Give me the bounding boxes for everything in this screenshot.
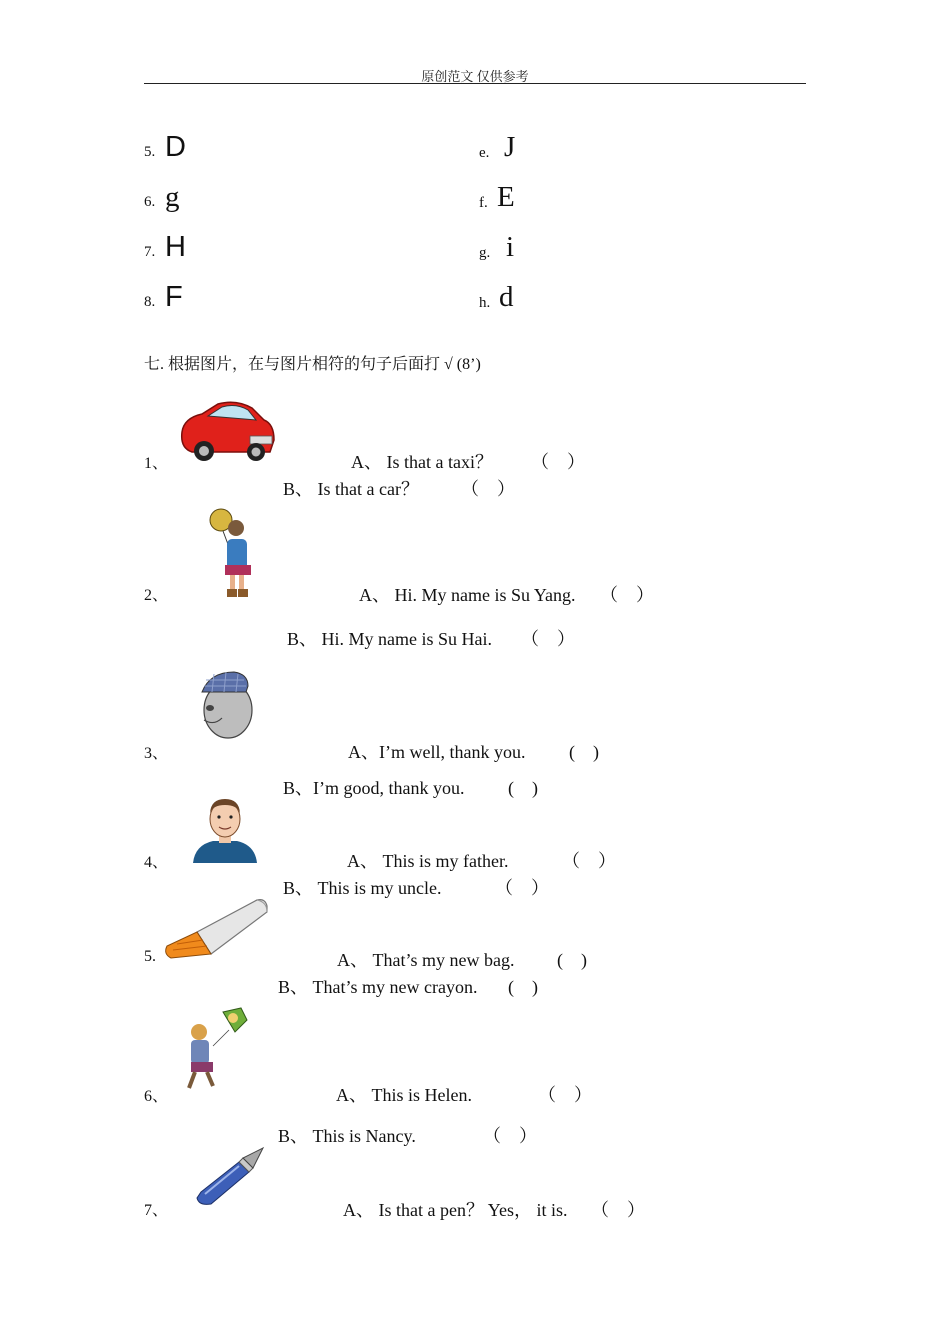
q4-option-b: B、 This is my uncle. (283, 878, 442, 898)
crayon-picture (163, 896, 269, 962)
q5-number: 5. (144, 948, 156, 965)
q7-option-a: A、 Is that a pen？ Yes， it is. (343, 1200, 568, 1220)
q5-a-paren[interactable]: ( ) (557, 950, 587, 970)
right-num-h: h. (479, 295, 491, 311)
q6-b-paren[interactable]: （ ） (483, 1126, 537, 1146)
old-man-picture (196, 670, 256, 742)
q4-option-a: A、 This is my father. (347, 851, 509, 871)
q3-a-paren[interactable]: ( ) (569, 742, 599, 762)
q2-option-a: A、 Hi. My name is Su Yang. (359, 585, 576, 605)
q6-option-b: B、 This is Nancy. (278, 1126, 416, 1146)
right-num-f: f. (479, 195, 488, 211)
q1-number: 1、 (144, 455, 169, 472)
page-header: 原创范文 仅供参考 (421, 69, 529, 84)
header-rule (144, 83, 806, 84)
q6-option-a: A、 This is Helen. (336, 1085, 472, 1105)
girl-balloon-picture (205, 507, 257, 601)
right-letter-e: J (504, 131, 516, 163)
red-car-picture (178, 396, 278, 466)
man-portrait-picture (193, 795, 257, 863)
q1-b-paren[interactable]: （ ） (461, 479, 515, 499)
q4-number: 4、 (144, 854, 169, 871)
girl-kite-picture (183, 1006, 251, 1092)
q3-number: 3、 (144, 745, 169, 762)
q6-number: 6、 (144, 1088, 169, 1105)
right-num-e: e. (479, 145, 490, 161)
q5-option-a: A、 That’s my new bag. (337, 950, 515, 970)
q1-option-a: A、 Is that a taxi？ (351, 452, 493, 472)
q6-a-paren[interactable]: （ ） (538, 1085, 592, 1105)
q3-b-paren[interactable]: ( ) (508, 778, 538, 798)
right-letter-g: i (506, 231, 515, 263)
left-letter-6: g (165, 181, 180, 213)
q2-b-paren[interactable]: （ ） (521, 629, 575, 649)
section-7-title: 七. 根据图片，在与图片相符的句子后面打 √ (8’) (144, 356, 481, 373)
q1-option-b: B、 Is that a car？ (283, 479, 419, 499)
left-letter-5: D (165, 131, 186, 163)
fountain-pen-picture (195, 1146, 265, 1208)
q3-option-b: B、I’m good, thank you. (283, 778, 465, 798)
q7-a-paren[interactable]: （ ） (591, 1200, 645, 1220)
q4-b-paren[interactable]: （ ） (495, 878, 549, 898)
q2-number: 2、 (144, 587, 169, 604)
right-num-g: g. (479, 245, 491, 261)
left-num-5: 5. (144, 144, 156, 160)
q3-option-a: A、I’m well, thank you. (348, 742, 526, 762)
q4-a-paren[interactable]: （ ） (562, 851, 616, 871)
right-letter-h: d (499, 281, 514, 313)
right-letter-f: E (497, 181, 515, 213)
left-num-6: 6. (144, 194, 156, 210)
left-num-8: 8. (144, 294, 156, 310)
left-num-7: 7. (144, 244, 156, 260)
left-letter-8: F (165, 281, 183, 313)
q5-b-paren[interactable]: ( ) (508, 977, 538, 997)
q1-a-paren[interactable]: （ ） (531, 452, 585, 472)
q2-option-b: B、 Hi. My name is Su Hai. (287, 629, 492, 649)
q7-number: 7、 (144, 1202, 169, 1219)
q2-a-paren[interactable]: （ ） (600, 585, 654, 605)
left-letter-7: H (165, 231, 186, 263)
q5-option-b: B、 That’s my new crayon. (278, 977, 478, 997)
